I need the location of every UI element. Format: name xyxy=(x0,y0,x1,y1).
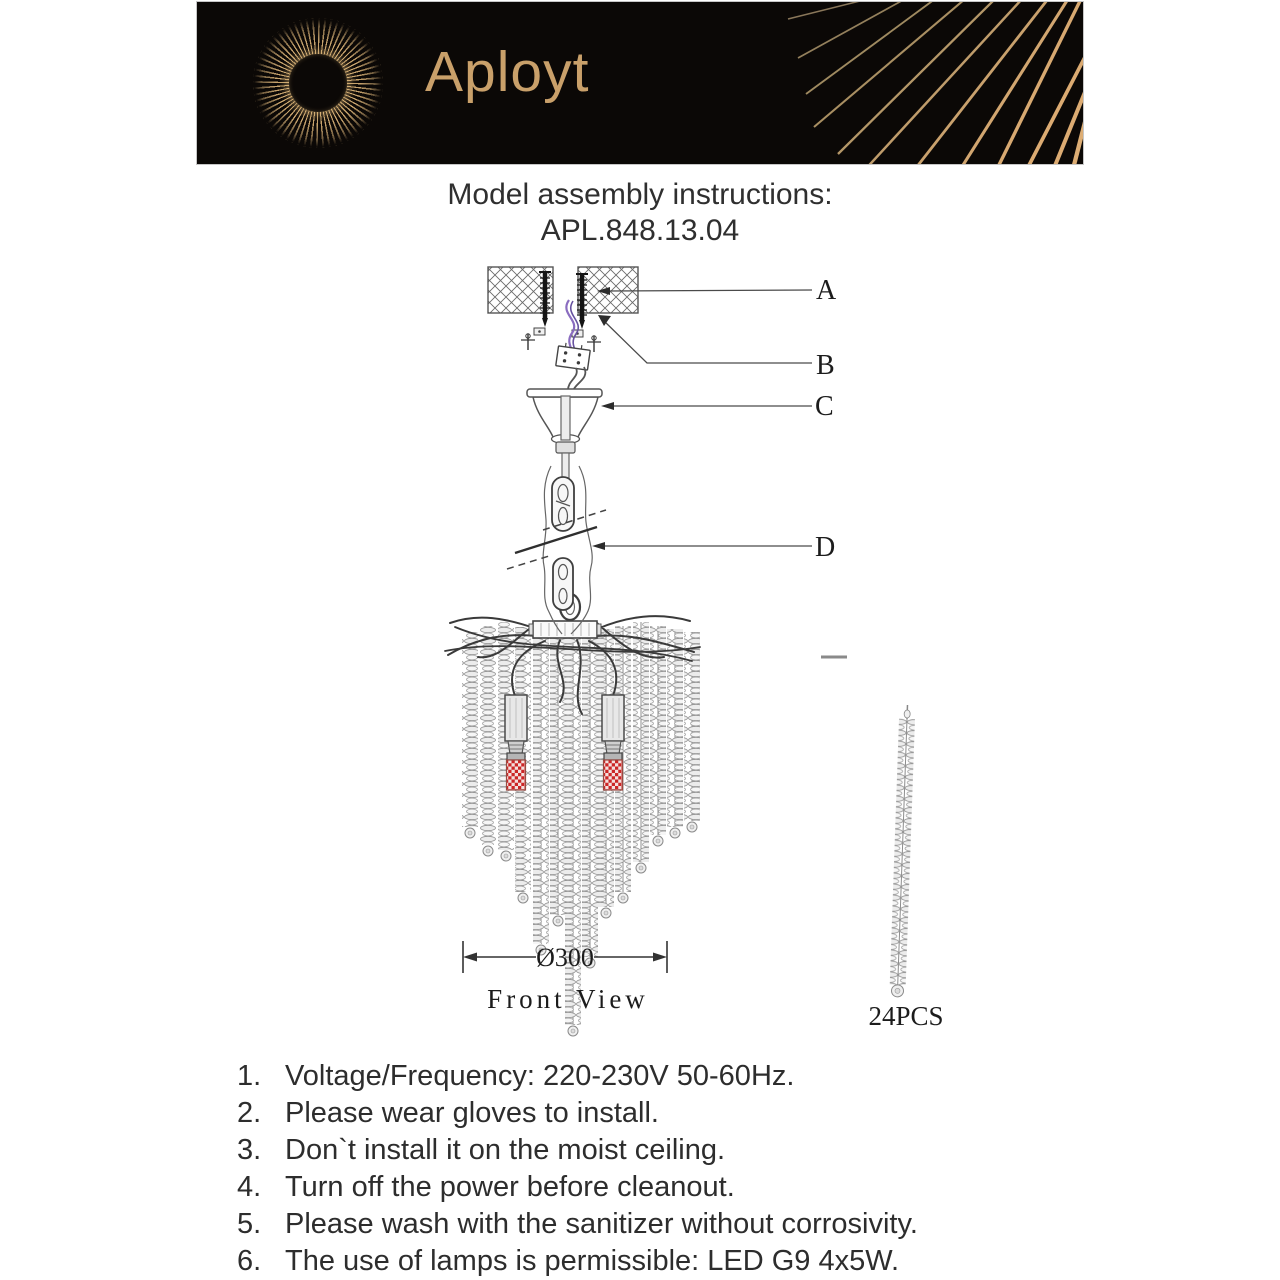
instruction-number: 1. xyxy=(237,1060,262,1092)
lamp-red-cover xyxy=(604,760,623,790)
title-block xyxy=(0,177,1280,249)
page-title: Model assembly instructions: xyxy=(447,178,833,211)
instruction-text: Don`t install it on the moist ceiling. xyxy=(285,1134,726,1166)
spare-crystal-strand xyxy=(889,705,915,997)
label-d: D xyxy=(815,532,836,563)
canopy-feed-wires xyxy=(568,367,585,391)
lamp-red-cover xyxy=(507,760,526,790)
dimension-line xyxy=(463,941,667,973)
crystal-strand xyxy=(533,630,549,955)
ceiling-block xyxy=(488,267,638,313)
assembly-diagram xyxy=(390,255,950,1065)
view-label: Front View xyxy=(487,984,649,1014)
instruction-item xyxy=(237,1169,1067,1206)
instruction-item xyxy=(237,1132,1067,1169)
crystal-strand xyxy=(462,632,478,838)
instruction-text: Please wear gloves to install. xyxy=(285,1097,659,1129)
instruction-item xyxy=(237,1058,1067,1095)
lamp-holder-right xyxy=(602,695,624,790)
instruction-text: Turn off the power before cleanout. xyxy=(285,1171,735,1203)
part-labels xyxy=(592,275,847,657)
crystal-strand xyxy=(582,632,598,968)
crystal-strand xyxy=(480,626,496,856)
label-c: C xyxy=(815,391,834,422)
suspension-chain xyxy=(507,466,606,634)
brand-banner xyxy=(197,2,1083,164)
model-number: APL.848.13.04 xyxy=(540,214,740,247)
instruction-number: 4. xyxy=(237,1171,262,1203)
lamp-holder-left xyxy=(505,695,527,790)
instructions-list xyxy=(237,1058,1067,1280)
crystal-strands xyxy=(462,622,700,1036)
instruction-text: Voltage/Frequency: 220-230V 50-60Hz. xyxy=(285,1060,795,1092)
crystal-strand xyxy=(650,626,666,846)
instruction-text: The use of lamps is permissible: LED G9 4x5W. xyxy=(285,1245,900,1277)
instruction-number: 3. xyxy=(237,1134,262,1166)
brand-name: Aployt xyxy=(425,40,590,104)
instruction-item xyxy=(237,1095,1067,1132)
sunburst-core xyxy=(289,54,347,112)
label-b: B xyxy=(816,350,835,381)
diameter-label: Ø300 xyxy=(536,943,594,972)
instruction-text: Please wash with the sanitizer without corrosivity. xyxy=(285,1208,918,1240)
instruction-number: 2. xyxy=(237,1097,262,1129)
crystal-strand xyxy=(633,622,649,873)
crystal-strand xyxy=(550,633,566,926)
parts-count-label: 24PCS xyxy=(868,1001,944,1031)
ceiling-canopy xyxy=(527,389,602,478)
instruction-number: 6. xyxy=(237,1245,262,1277)
instruction-item xyxy=(237,1206,1067,1243)
instruction-item xyxy=(237,1243,1067,1280)
instruction-number: 5. xyxy=(237,1208,262,1240)
crystal-strand xyxy=(684,632,700,832)
crystal-strand xyxy=(667,629,683,838)
label-a: A xyxy=(816,275,837,306)
